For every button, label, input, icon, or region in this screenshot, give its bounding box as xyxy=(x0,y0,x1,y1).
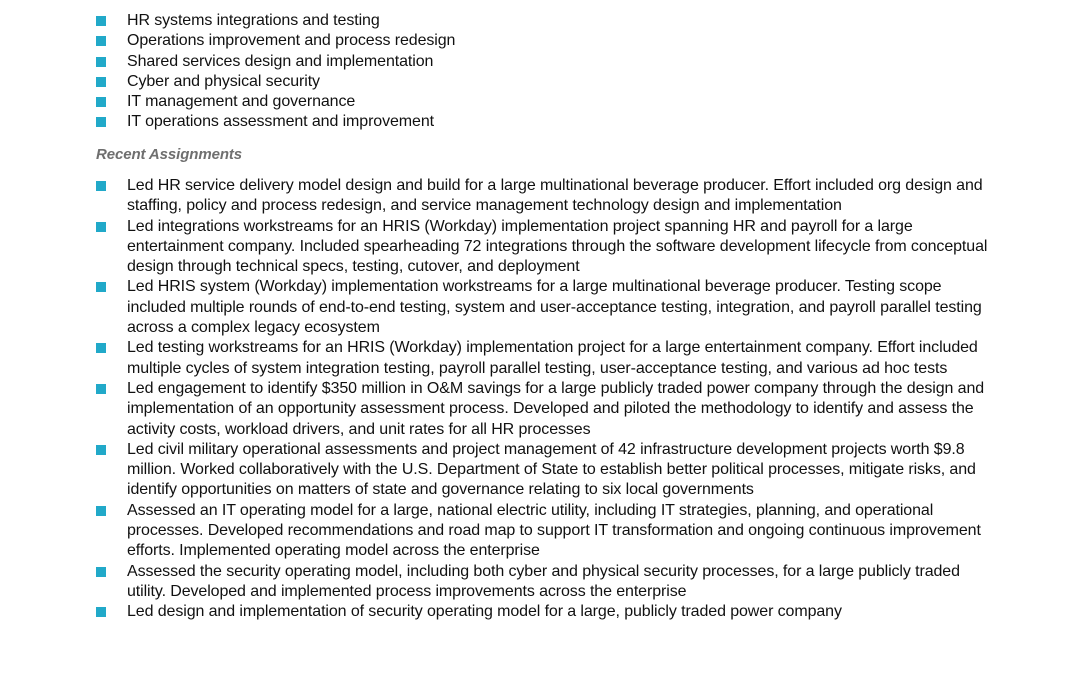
list-item-text: Assessed an IT operating model for a large, national electric utility, including IT strategies, planning, and operational processes. Developed recommendations and road map to support IT transformation and ongoing continuous improvement efforts. Implemented operating model across the enterprise xyxy=(127,501,981,560)
list-item-text: Operations improvement and process redesign xyxy=(127,32,456,50)
list-item xyxy=(96,52,996,72)
bullet-square-icon xyxy=(96,343,106,353)
list-item xyxy=(96,11,996,31)
list-item-text: Shared services design and implementation xyxy=(127,52,434,70)
list-item xyxy=(96,31,996,51)
capabilities-list xyxy=(96,11,996,133)
list-item-text: HR systems integrations and testing xyxy=(127,12,380,29)
bullet-square-icon xyxy=(96,117,106,127)
list-item-text: Led HRIS system (Workday) implementation workstreams for a large multinational beverage producer. Testing scope included multiple rounds of end-to-end testing, system and user-acceptance testing, integration, and payroll parallel testing across a complex legacy ecosystem xyxy=(127,278,982,337)
list-item xyxy=(96,112,996,132)
bullet-square-icon xyxy=(96,222,106,232)
list-item-text: Led integrations workstreams for an HRIS (Workday) implementation project spanning HR and payroll for a large entertainment company. Included spearheading 72 integrations through the software development lifecycle from conceptual design through technical specs, testing, cutover, and deployment xyxy=(127,217,988,276)
bullet-square-icon xyxy=(96,16,106,26)
list-item-text: Led HR service delivery model design and build for a large multinational beverage producer. Effort included org design and staffing, policy and process redesign, and service management technology design and implementation xyxy=(127,177,983,215)
bullet-square-icon xyxy=(96,445,106,455)
list-item xyxy=(96,92,996,112)
list-item xyxy=(96,440,996,501)
list-item-text: Led engagement to identify $350 million in O&M savings for a large publicly traded power company through the design and implementation of an opportunity assessment process. Developed and piloted the methodology to identify and assess the activity costs, workload drivers, and unit rates for all HR processes xyxy=(127,379,985,438)
list-item-text: Assessed the security operating model, including both cyber and physical security processes, for a large publicly traded utility. Developed and implemented process improvements across the enterprise xyxy=(127,562,960,600)
list-item-text: Led design and implementation of security operating model for a large, publicly traded power company xyxy=(127,603,842,621)
list-item xyxy=(96,501,996,562)
list-item xyxy=(96,562,996,603)
list-item xyxy=(96,217,996,278)
bullet-square-icon xyxy=(96,97,106,107)
list-item-text: IT management and governance xyxy=(127,93,356,111)
list-item xyxy=(96,602,996,622)
bullet-square-icon xyxy=(96,567,106,577)
bullet-square-icon xyxy=(96,506,106,516)
bullet-square-icon xyxy=(96,607,106,617)
bullet-square-icon xyxy=(96,384,106,394)
recent-assignments-list xyxy=(96,176,996,623)
bullet-square-icon xyxy=(96,77,106,87)
bullet-square-icon xyxy=(96,181,106,191)
list-item-text: Led testing workstreams for an HRIS (Workday) implementation project for a large entertainment company. Effort included multiple cycles of system integration testing, payroll parallel testing, user-acceptance testing, and various ad hoc tests xyxy=(127,339,978,377)
list-item-text: IT operations assessment and improvement xyxy=(127,113,434,131)
list-item xyxy=(96,338,996,379)
bullet-square-icon xyxy=(96,36,106,46)
list-item xyxy=(96,72,996,92)
recent-assignments-heading: Recent Assignments xyxy=(96,146,243,163)
bullet-square-icon xyxy=(96,57,106,67)
list-item xyxy=(96,176,996,217)
list-item-text: Cyber and physical security xyxy=(127,72,320,90)
list-item xyxy=(96,379,996,440)
list-item-text: Led civil military operational assessments and project management of 42 infrastructure development projects worth $9.8 million. Worked collaboratively with the U.S. Department of State to establish better political processes, mitigate risks, and identify opportunities on matters of state and governance relating to six local governments xyxy=(127,440,976,499)
list-item xyxy=(96,277,996,338)
bullet-square-icon xyxy=(96,282,106,292)
